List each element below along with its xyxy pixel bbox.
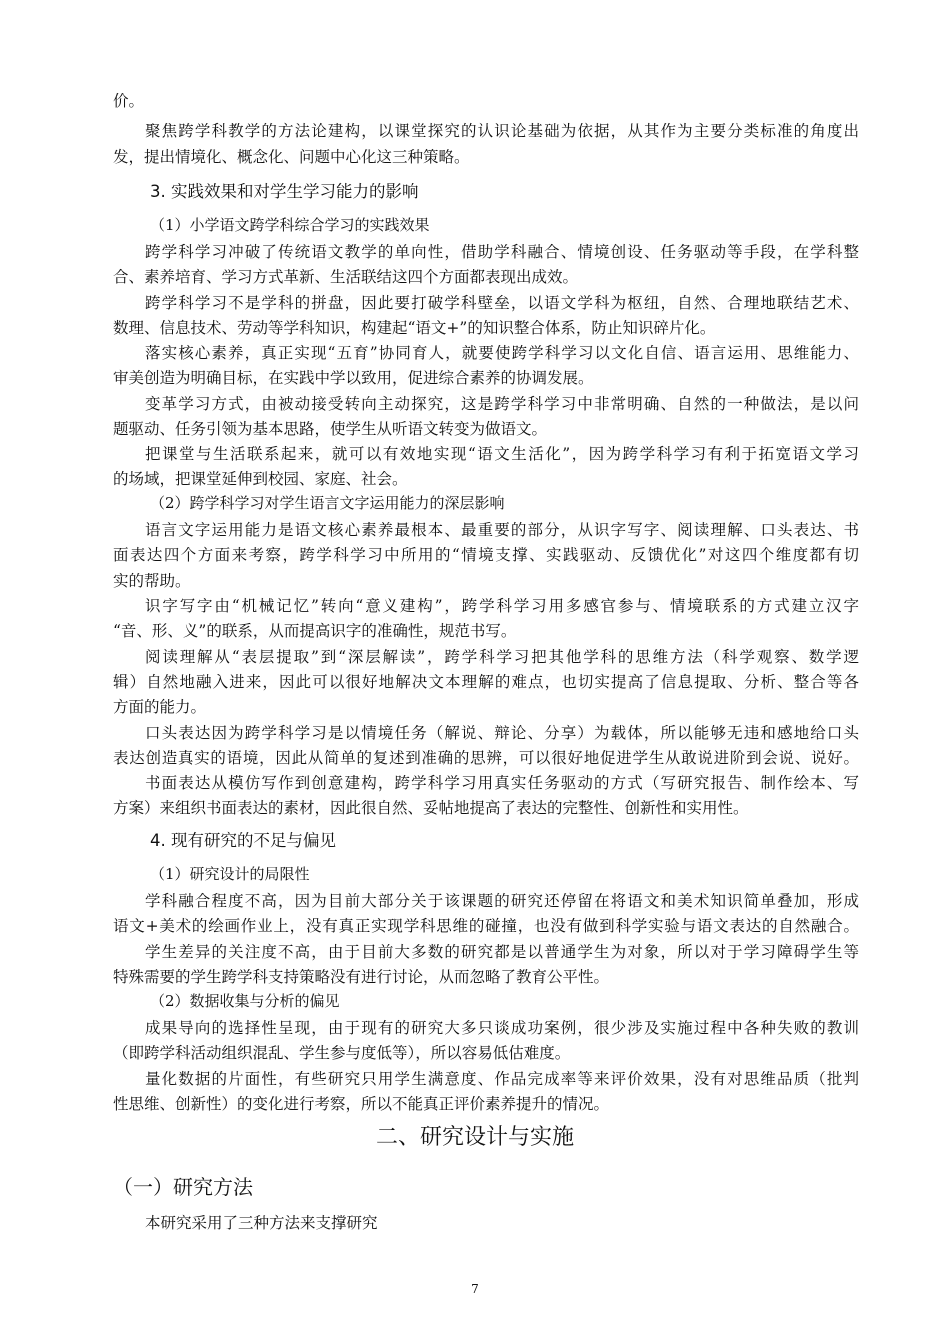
paragraph-line: 方面的能力。 <box>113 698 207 716</box>
paragraph-line: 跨学科学习冲破了传统语文教学的单向性，借助学科融合、情境创设、任务驱动等手段，在学科整 <box>145 243 859 261</box>
subsection-heading: （2）数据收集与分析的偏见 <box>150 992 340 1010</box>
paragraph-line: 落实核心素养，真正实现“五育”协同育人，就要使跨学科学习以文化自信、语言运用、思维能力、 <box>145 344 859 362</box>
paragraph-line: 合、素养培育、学习方式革新、生活联结这四个方面都表现出成效。 <box>113 268 579 286</box>
paragraph-line: 变革学习方式，由被动接受转向主动探究，这是跨学科学习中非常明确、自然的一种做法，是以问 <box>145 395 859 413</box>
paragraph-line: 书面表达从模仿写作到创意建构，跨学科学习用真实任务驱动的方式（写研究报告、制作绘本、写 <box>145 774 859 792</box>
page-number: 7 <box>471 1282 479 1296</box>
subsection-heading: （1）小学语文跨学科综合学习的实践效果 <box>150 216 430 234</box>
paragraph-line: 识字写字由“机械记忆”转向“意义建构”，跨学科学习用多感官参与、情境联系的方式建立汉字 <box>145 597 859 615</box>
paragraph-line: 数理、信息技术、劳动等学科知识，构建起“语文+”的知识整合体系，防止知识碎片化。 <box>113 319 716 337</box>
paragraph-line: 跨学科学习不是学科的拼盘，因此要打破学科壁垒，以语文学科为枢纽，自然、合理地联结艺术、 <box>145 294 859 312</box>
subsection-heading: （1）研究设计的局限性 <box>150 865 310 883</box>
paragraph-line: 的场域，把课堂延伸到校园、家庭、社会。 <box>113 470 408 488</box>
section-heading: 3. 实践效果和对学生学习能力的影响 <box>150 182 419 201</box>
paragraph-line: 实的帮助。 <box>113 572 191 590</box>
paragraph-line: （即跨学科活动组织混乱、学生参与度低等），所以容易低估难度。 <box>113 1044 571 1062</box>
chapter-heading: 二、研究设计与实施 <box>375 1125 574 1150</box>
paragraph-line: 口头表达因为跨学科学习是以情境任务（解说、辩论、分享）为载体，所以能够无违和感地给口头 <box>145 724 859 742</box>
paragraph-line: 量化数据的片面性，有些研究只用学生满意度、作品完成率等来评价效果，没有对思维品质（批判 <box>145 1070 859 1088</box>
paragraph-line: 语言文字运用能力是语文核心素养最根本、最重要的部分，从识字写字、阅读理解、口头表达、书 <box>145 521 859 539</box>
paragraph-line: 审美创造为明确目标，在实践中学以致用，促进综合素养的协调发展。 <box>113 369 594 387</box>
paragraph-line: 成果导向的选择性呈现，由于现有的研究大多只谈成功案例，很少涉及实施过程中各种失败的教训 <box>145 1019 859 1037</box>
paragraph-line: “音、形、义”的联系，从而提高识字的准确性，规范书写。 <box>113 622 517 640</box>
section-heading: 4. 现有研究的不足与偏见 <box>150 831 336 850</box>
paragraph-line: 把课堂与生活联系起来，就可以有效地实现“语文生活化”，因为跨学科学习有利于拓宽语文学习 <box>145 445 859 463</box>
paragraph-line: 面表达四个方面来考察，跨学科学习中所用的“情境支撑、实践驱动、反馈优化”对这四个维度都有切 <box>113 546 859 564</box>
subsection-heading: （2）跨学科学习对学生语言文字运用能力的深层影响 <box>150 494 505 512</box>
paragraph-line: 阅读理解从“表层提取”到“深层解读”，跨学科学习把其他学科的思维方法（科学观察、数学逻 <box>145 648 859 666</box>
paragraph-line: 表达创造真实的语境，因此从简单的复述到准确的思辨，可以很好地促进学生从敢说进阶到会说、说好。 <box>113 749 859 767</box>
paragraph-line: 辑）自然地融入进来，因此可以很好地解决文本理解的难点，也切实提高了信息提取、分析、整合等各 <box>113 673 859 691</box>
paragraph-line: 本研究采用了三种方法来支撑研究 <box>145 1214 378 1232</box>
subchapter-heading: （一）研究方法 <box>113 1175 253 1199</box>
paragraph-line: 学生差异的关注度不高，由于目前大多数的研究都是以普通学生为对象，所以对于学习障碍学生等 <box>145 943 859 961</box>
paragraph-line: 发，提出情境化、概念化、问题中心化这三种策略。 <box>113 148 470 166</box>
paragraph-line: 语文+美术的绘画作业上，没有真正实现学科思维的碰撞，也没有做到科学实验与语文表达的自然融合。 <box>113 917 859 935</box>
paragraph-line: 方案）来组织书面表达的素材，因此很自然、妥帖地提高了表达的完整性、创新性和实用性。 <box>113 799 749 817</box>
paragraph-line: 聚焦跨学科教学的方法论建构，以课堂探究的认识论基础为依据，从其作为主要分类标准的角度出 <box>145 122 859 140</box>
paragraph-line: 性思维、创新性）的变化进行考察，所以不能真正评价素养提升的情况。 <box>113 1095 610 1113</box>
paragraph-line: 特殊需要的学生跨学科支持策略没有进行讨论，从而忽略了教育公平性。 <box>113 968 610 986</box>
paragraph-line: 题驱动、任务引领为基本思路，使学生从听语文转变为做语文。 <box>113 420 548 438</box>
paragraph-line: 价。 <box>113 92 145 110</box>
paragraph-line: 学科融合程度不高，因为目前大部分关于该课题的研究还停留在将语文和美术知识简单叠加，形成 <box>145 892 859 910</box>
